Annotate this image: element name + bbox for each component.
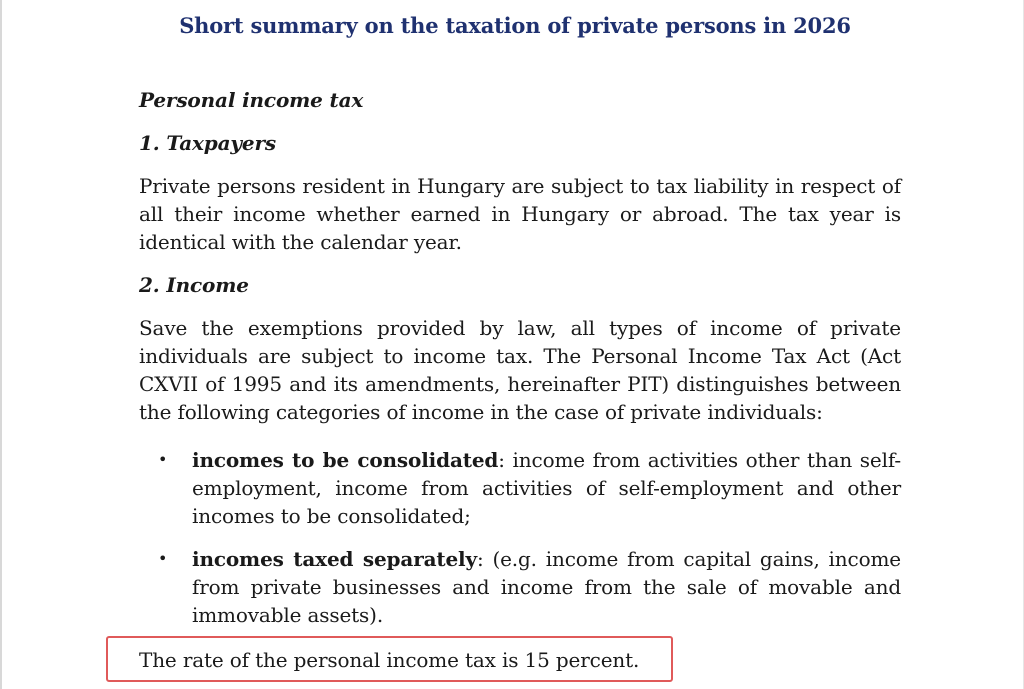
document-title: Short summary on the taxation of private persons in 2026 <box>179 13 851 38</box>
list-item-taxed-separately <box>139 545 901 629</box>
subsection-heading-income: 2. Income <box>139 273 249 297</box>
category-description: : (e.g. income from capital gains, income from private businesses and income from the sale of movable and immovable assets). <box>192 547 901 627</box>
paragraph-taxpayers: Private persons resident in Hungary are subject to tax liability in respect of all their income whether earned in Hungary or abroad. The tax year is identical with the calendar year. <box>139 174 901 254</box>
income-categories-list <box>139 446 901 629</box>
section-heading-personal-income-tax: Personal income tax <box>139 88 364 112</box>
category-term: incomes taxed separately <box>192 547 477 571</box>
category-description: : income from activities other than self-employment, income from activities of self-employment and other incomes to be consolidated; <box>192 448 901 528</box>
bullet-icon: • <box>158 450 168 469</box>
document-body <box>139 86 901 644</box>
category-term: incomes to be consolidated <box>192 448 499 472</box>
subsection-heading-taxpayers: 1. Taxpayers <box>139 131 276 155</box>
bullet-icon: • <box>158 549 168 568</box>
page-left-edge <box>0 0 2 689</box>
tax-rate-statement: The rate of the personal income tax is 15 percent. <box>139 648 640 672</box>
paragraph-income: Save the exemptions provided by law, all types of income of private individuals are subject to income tax. The Personal Income Tax Act (Act CXVII of 1995 and its amendments, hereinafter PIT) distinguishes between the following categories of income in the case of private individuals: <box>139 316 901 424</box>
list-item-consolidated <box>139 446 901 530</box>
